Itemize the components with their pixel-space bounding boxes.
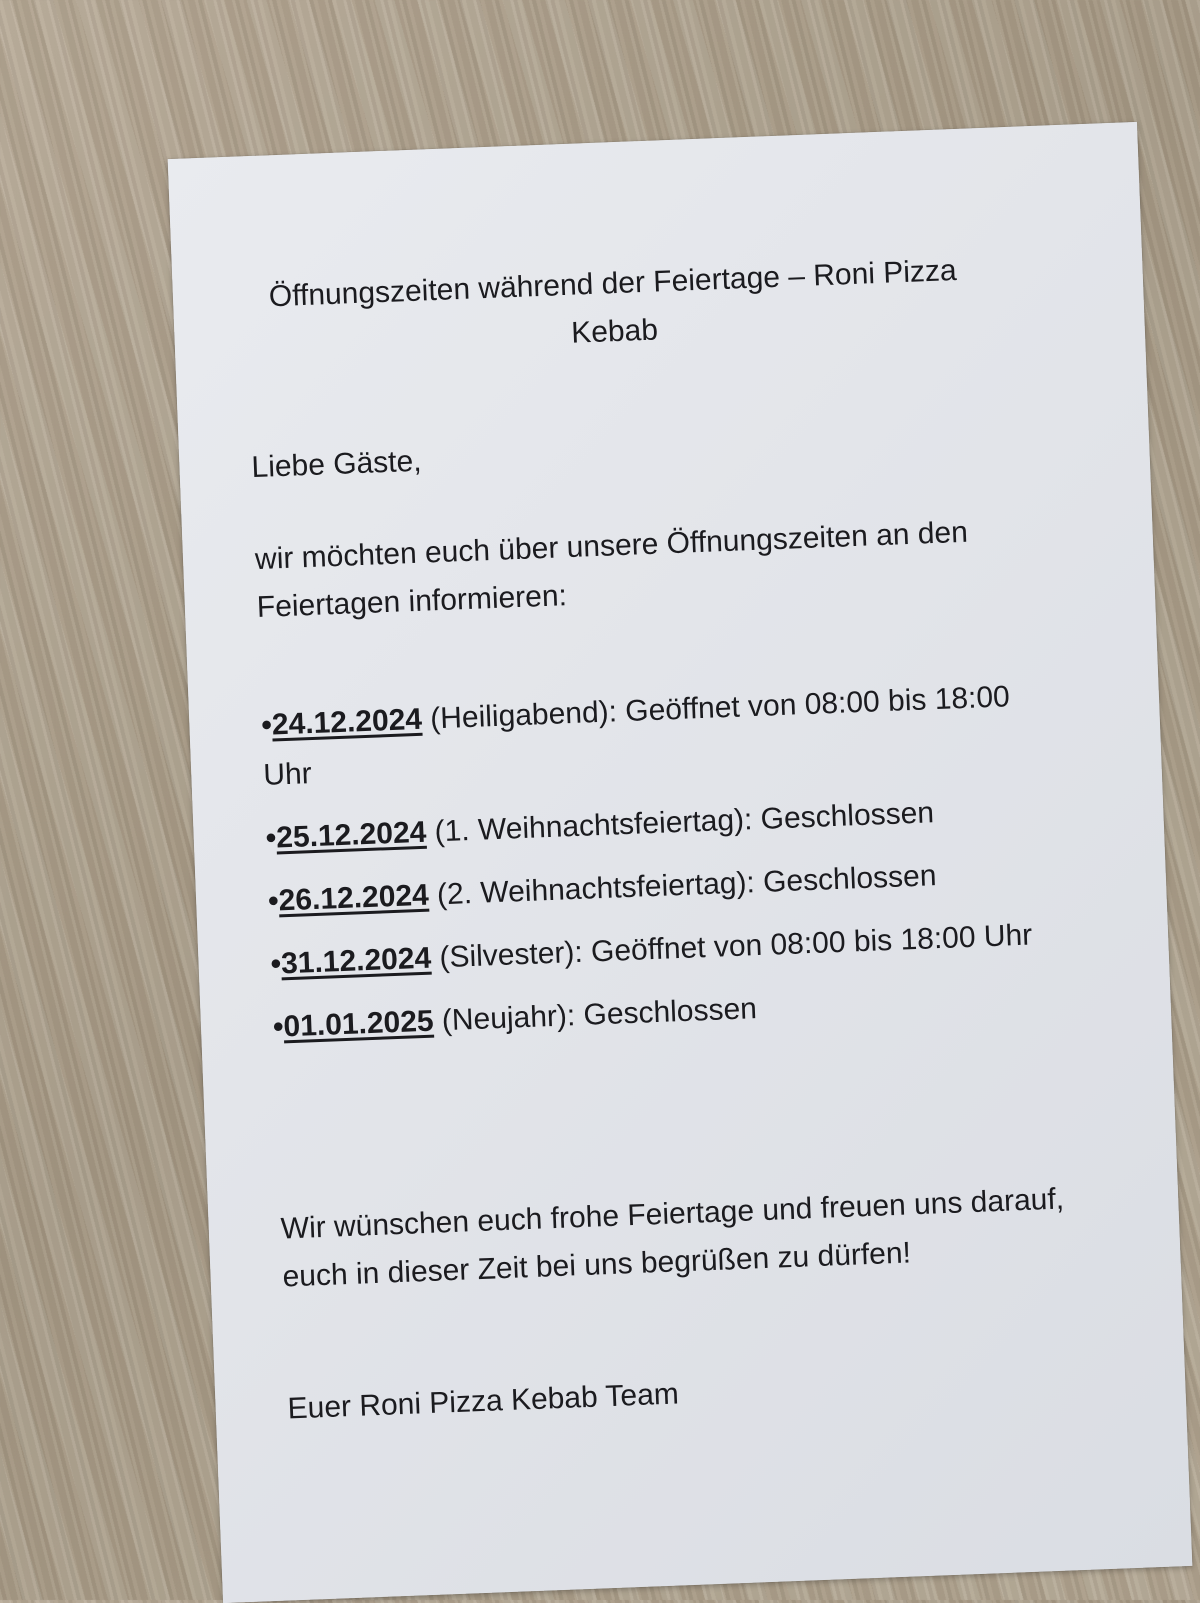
bullet-icon: • xyxy=(269,947,282,981)
notice-paper xyxy=(168,122,1193,1603)
closing-text: Wir wünschen euch frohe Feiertage und freuen uns darauf, euch in dieser Zeit bei uns begrüßen zu dürfen! xyxy=(280,1182,1065,1294)
intro-text: wir möchten euch über unsere Öffnungszeiten an den Feiertagen informieren: xyxy=(254,515,969,625)
holiday-schedule-list xyxy=(260,670,1073,1065)
schedule-date: 25.12.2024 xyxy=(275,815,427,855)
schedule-date: 01.01.2025 xyxy=(282,1004,435,1044)
bullet-icon: • xyxy=(267,884,280,918)
schedule-date: 26.12.2024 xyxy=(278,878,430,918)
salutation: Liebe Gäste, xyxy=(250,444,423,485)
schedule-date: 31.12.2024 xyxy=(280,941,432,981)
schedule-description: (Silvester): Geöffnet von 08:00 bis 18:00 Uhr xyxy=(430,918,1033,975)
bullet-icon: • xyxy=(260,708,273,742)
schedule-description: (Heiligabend): Geöffnet von 08:00 bis 18:00 Uhr xyxy=(262,680,1011,792)
schedule-item xyxy=(260,670,1063,801)
signature: Euer Roni Pizza Kebab Team xyxy=(287,1377,680,1426)
schedule-description: (2. Weihnachtsfeiertag): Geschlossen xyxy=(428,859,938,912)
bullet-icon: • xyxy=(272,1010,285,1044)
schedule-date: 24.12.2024 xyxy=(271,702,423,742)
schedule-description: (Neujahr): Geschlossen xyxy=(432,992,758,1038)
schedule-description: (1. Weihnachtsfeiertag): Geschlossen xyxy=(425,796,935,849)
notice-title: Öffnungszeiten während der Feiertage – Roni Pizza Kebab xyxy=(268,253,958,350)
bullet-icon: • xyxy=(265,821,277,855)
